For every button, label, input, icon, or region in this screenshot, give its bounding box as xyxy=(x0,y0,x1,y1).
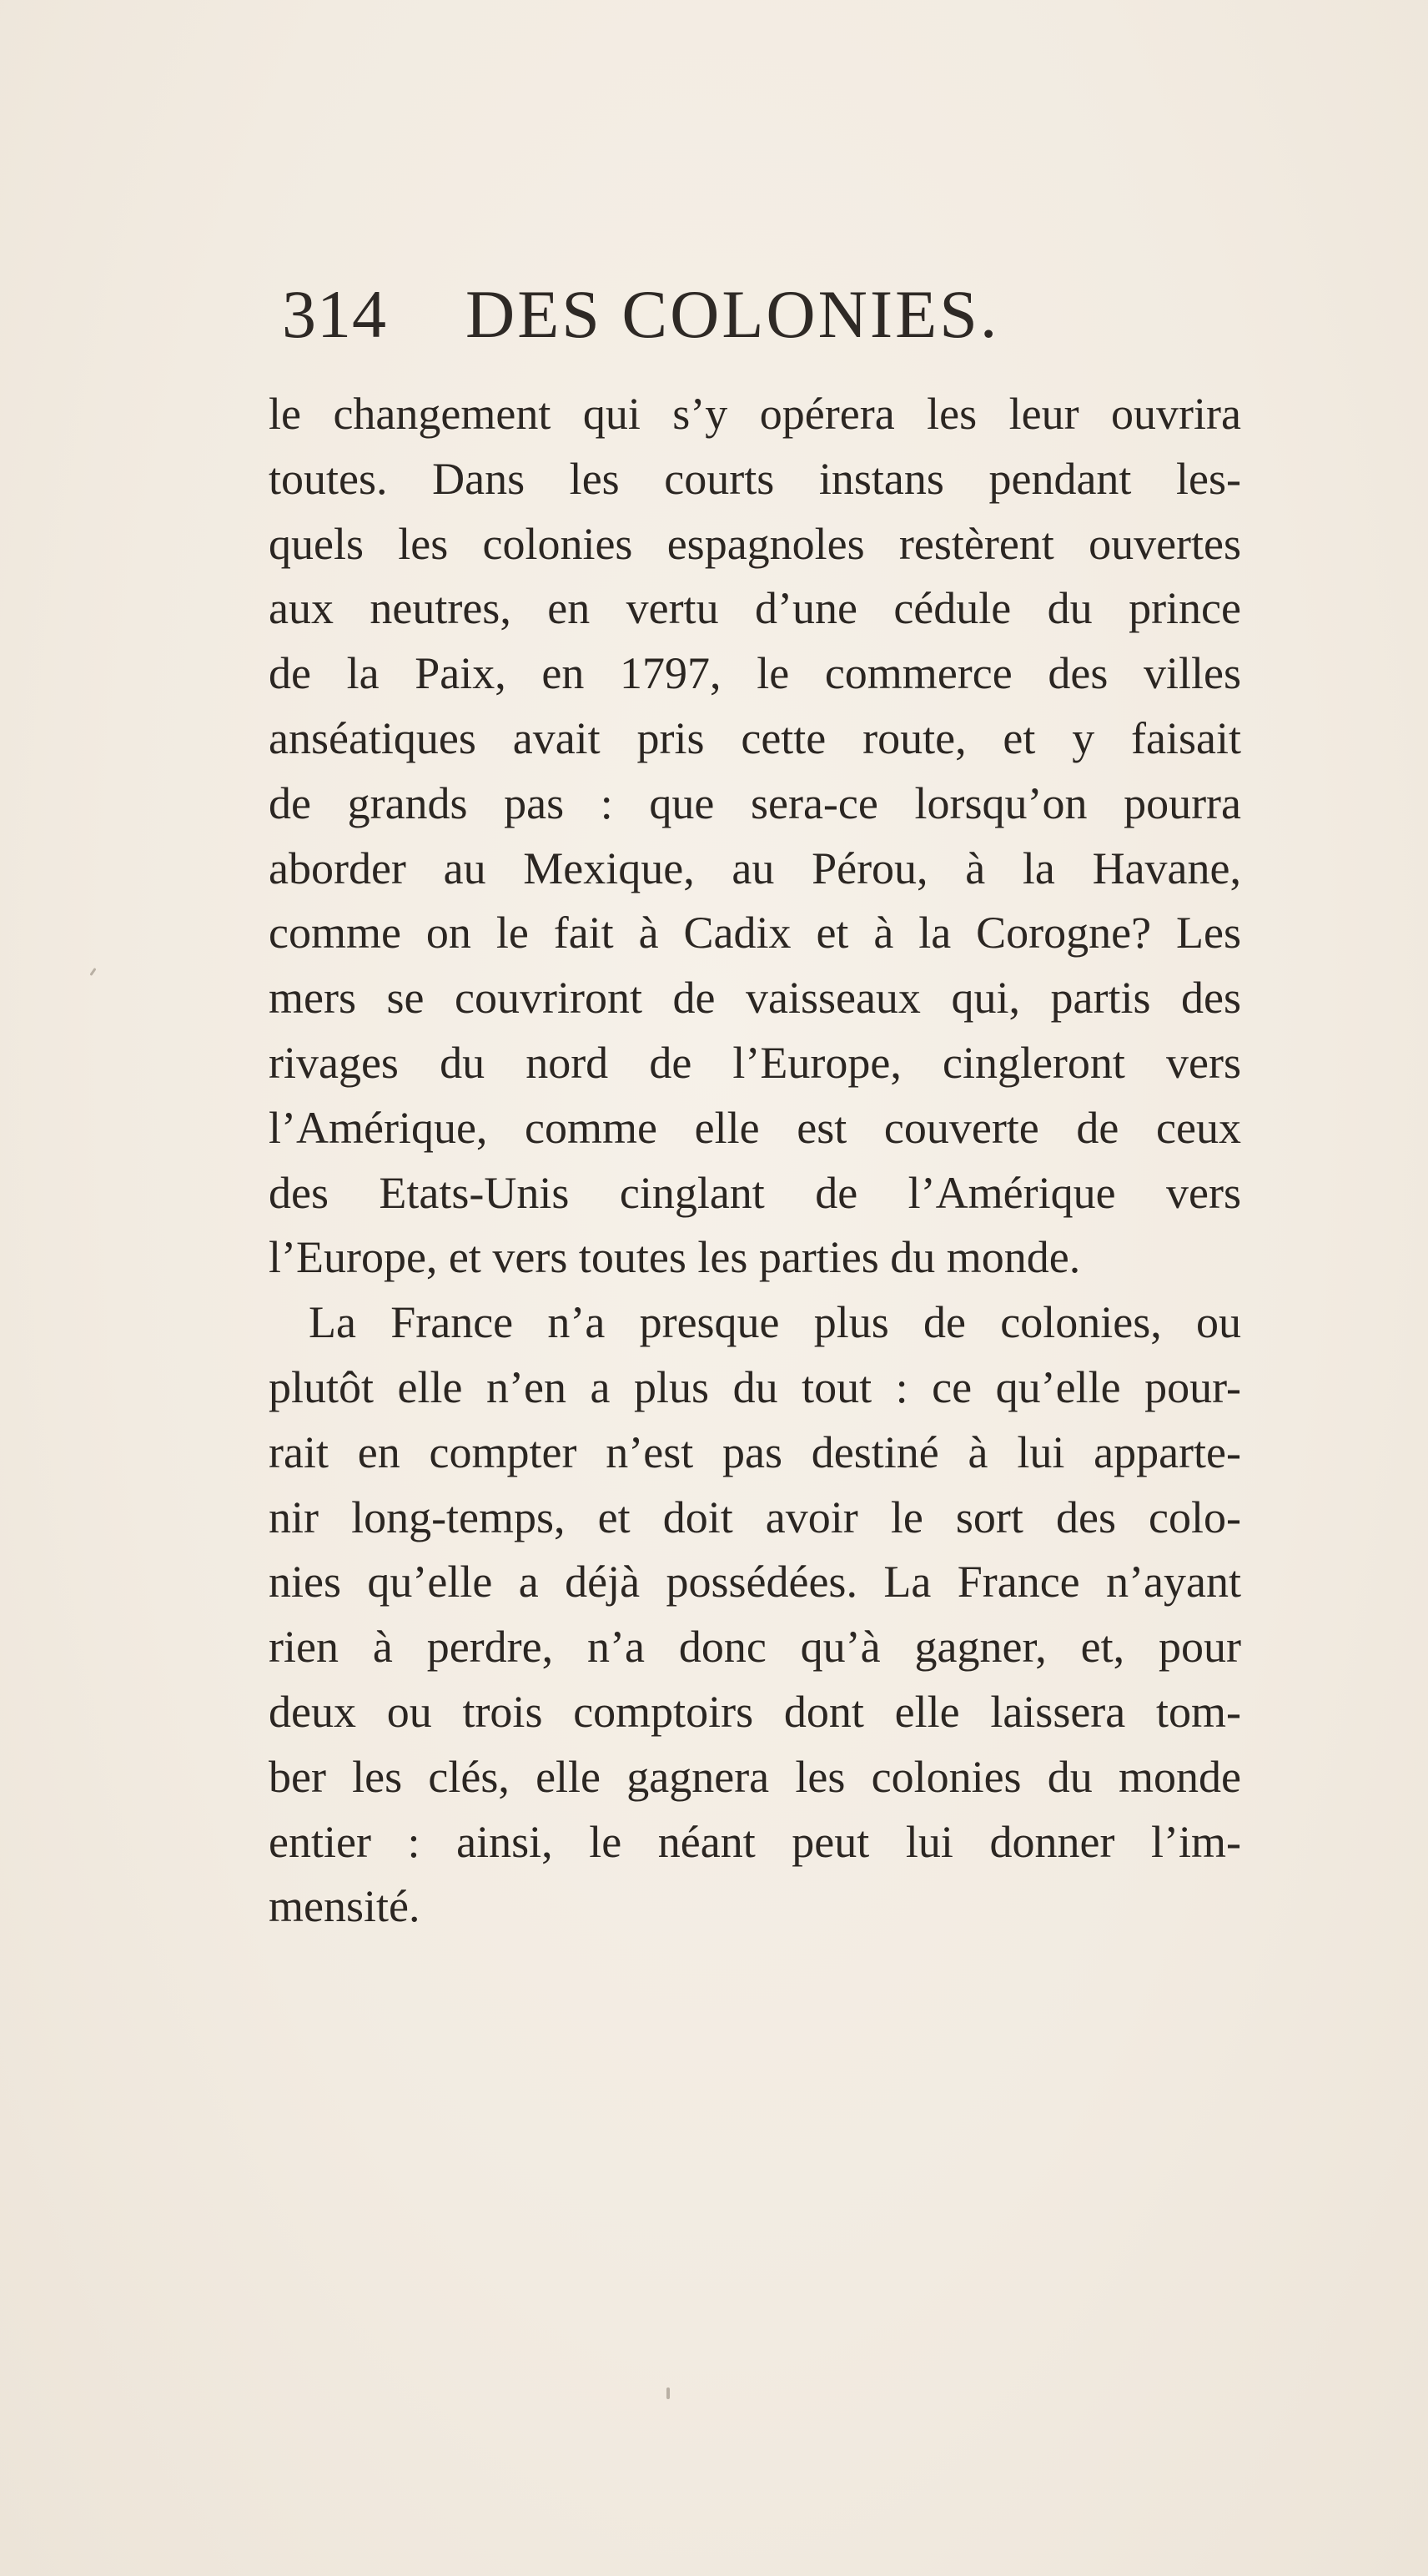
paper-speck xyxy=(89,968,96,976)
text-line: aborder au Mexique, au Pérou, à la Havane, xyxy=(269,843,1241,893)
text-line: La France n’a presque plus de colonies, ou xyxy=(309,1297,1241,1348)
text-line: de grands pas : que sera-ce lorsqu’on pourra xyxy=(269,777,1241,828)
text-line: le changement qui s’y opérera les leur ouvrira xyxy=(269,389,1241,439)
text-line: rivages du nord de l’Europe, cingleront vers xyxy=(269,1037,1241,1088)
text-line: l’Amérique, comme elle est couverte de ceux xyxy=(269,1102,1241,1153)
text-line: mers se couvriront de vaisseaux qui, partis des xyxy=(269,973,1241,1024)
running-head xyxy=(282,275,1166,350)
body-text xyxy=(269,382,1241,1940)
text-line: rien à perdre, n’a donc qu’à gagner, et, pour xyxy=(269,1622,1241,1673)
text-line: anséatiques avait pris cette route, et y faisait xyxy=(269,712,1241,763)
text-line: entier : ainsi, le néant peut lui donner l’im- xyxy=(269,1816,1241,1867)
text-line: mensité. xyxy=(269,1881,420,1932)
paper-speck xyxy=(666,2387,670,2399)
text-line: des Etats-Unis cinglant de l’Amérique vers xyxy=(269,1167,1241,1218)
text-line: plutôt elle n’en a plus du tout : ce qu’elle pour- xyxy=(269,1361,1241,1412)
text-line: rait en compter n’est pas destiné à lui apparte- xyxy=(269,1426,1241,1477)
page-number: 314 xyxy=(282,276,387,352)
text-line: comme on le fait à Cadix et à la Corogne? Les xyxy=(269,908,1241,958)
text-line: ber les clés, elle gagnera les colonies du monde xyxy=(269,1751,1241,1802)
text-line: nir long-temps, et doit avoir le sort des colo- xyxy=(269,1492,1241,1542)
text-line: nies qu’elle a déjà possédées. La France n’ayant xyxy=(269,1557,1241,1607)
text-line: quels les colonies espagnoles restèrent ouvertes xyxy=(269,518,1241,569)
text-line: l’Europe, et vers toutes les parties du monde. xyxy=(269,1232,1081,1283)
text-line: aux neutres, en vertu d’une cédule du prince xyxy=(269,583,1241,634)
text-line: de la Paix, en 1797, le commerce des villes xyxy=(269,648,1241,699)
text-line: deux ou trois comptoirs dont elle laissera tom- xyxy=(269,1686,1241,1737)
text-line: toutes. Dans les courts instans pendant les- xyxy=(269,453,1241,504)
running-title: DES COLONIES. xyxy=(465,276,1000,352)
